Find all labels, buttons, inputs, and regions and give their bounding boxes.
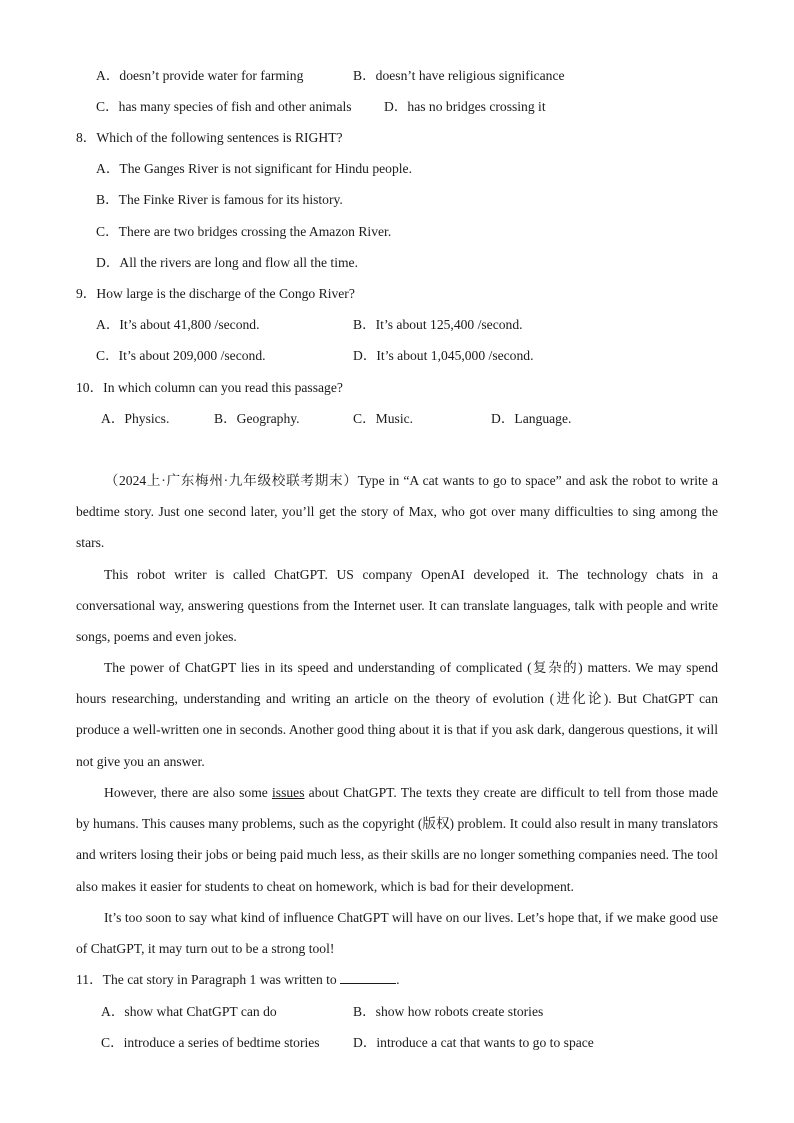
q9-option-d: D．It’s about 1,045,000 /second. — [353, 348, 534, 363]
q11-stem — [76, 971, 400, 989]
q8-option-a: A．The Ganges River is not significant for Hindu people. — [96, 161, 412, 176]
q11-stem-end: . — [396, 972, 400, 987]
passage-p3-text: The power of ChatGPT lies in its speed and understanding of complicated (复杂的) matters. We may spend hours researching, understanding and writing an article on the theory of evolution (进化论). But ChatGPT can produce a well-written one in seconds. Another good thing about it is that if you ask dark, dangerous questions, it will not give you an answer. — [76, 660, 718, 769]
passage-paragraph-4 — [76, 777, 718, 902]
underlined-word-issues: issues — [272, 785, 305, 800]
q11-option-a: A．show what ChatGPT can do — [101, 1004, 277, 1019]
passage-p5-text: It’s too soon to say what kind of influence ChatGPT will have on our lives. Let’s hope that, if we make good use of ChatGPT, it may turn out to be a strong tool! — [76, 910, 718, 957]
q10-option-d: D．Language. — [491, 411, 572, 426]
q8-option-c: C．There are two bridges crossing the Amazon River. — [96, 224, 392, 239]
q10-option-b: B．Geography. — [214, 411, 300, 426]
q8-option-d: D．All the rivers are long and flow all the time. — [96, 255, 358, 270]
passage-p2-text: This robot writer is called ChatGPT. US company OpenAI developed it. The technology chats in a conversational way, answering questions from the Internet user. It can translate languages, talk with people and write songs, poems and even jokes. — [76, 567, 718, 645]
q9-option-a: A．It’s about 41,800 /second. — [96, 317, 260, 332]
q7-option-d: D．has no bridges crossing it — [384, 99, 546, 114]
q10-option-c: C．Music. — [353, 411, 414, 426]
q9-option-b: B．It’s about 125,400 /second. — [353, 317, 523, 332]
answer-blank — [340, 971, 396, 984]
passage-p1-text: （2024上·广东梅州·九年级校联考期末）Type in “A cat wants to go to space” and ask the robot to write a bedtime story. Just one second later, you’ll get the story of Max, who got over many difficulties to sing among the stars. — [76, 473, 718, 551]
passage-p4-after: about ChatGPT. The texts they create are difficult to tell from those made by humans. This causes many problems, such as the copyright (版权) problem. It could also result in many translators and writers losing their jobs or being paid much less, as their skills are no longer something companies need. The tool also makes it easier for students to cheat on homework, which is bad for their development. — [76, 785, 718, 894]
q7-option-a: A．doesn’t provide water for farming — [96, 68, 304, 83]
q11-option-c: C．introduce a series of bedtime stories — [101, 1035, 320, 1050]
q10-option-a: A．Physics. — [101, 411, 170, 426]
q11-option-d: D．introduce a cat that wants to go to space — [353, 1035, 594, 1050]
q10-stem: 10．In which column can you read this passage? — [76, 380, 343, 395]
q8-option-b: B．The Finke River is famous for its history. — [96, 192, 343, 207]
passage-paragraph-3 — [76, 652, 718, 777]
q8-stem: 8．Which of the following sentences is RIGHT? — [76, 130, 343, 145]
q9-option-c: C．It’s about 209,000 /second. — [96, 348, 266, 363]
q9-stem: 9．How large is the discharge of the Congo River? — [76, 286, 355, 301]
q7-option-b: B．doesn’t have religious significance — [353, 68, 565, 83]
passage-p4-before: However, there are also some — [104, 785, 272, 800]
passage-paragraph-1 — [76, 465, 718, 559]
passage-paragraph-2 — [76, 559, 718, 653]
q11-stem-text: 11．The cat story in Paragraph 1 was written to — [76, 972, 341, 987]
q11-option-b: B．show how robots create stories — [353, 1004, 544, 1019]
passage-paragraph-5 — [76, 902, 718, 964]
q7-option-c: C．has many species of fish and other animals — [96, 99, 352, 114]
